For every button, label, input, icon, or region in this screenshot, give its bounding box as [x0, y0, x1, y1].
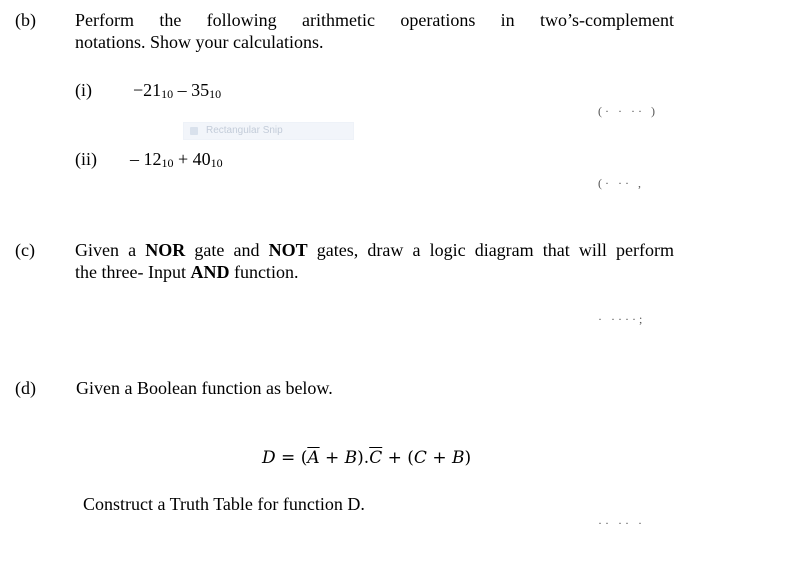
- operator: = (: [275, 448, 308, 468]
- score-marks-d: ·· ·· ·: [598, 516, 645, 530]
- text-segment: the three- Input: [75, 262, 191, 282]
- complemented-variable: $\overline{A}$: [307, 448, 320, 468]
- expression-term: – 35: [173, 80, 210, 100]
- score-marks-b-ii: (· ·· ,: [598, 176, 644, 190]
- text-segment: function.: [229, 262, 299, 282]
- boolean-function-formula: [262, 448, 471, 468]
- rectangular-snip-label: Rectangular Snip: [206, 125, 283, 136]
- question-b-line-2: notations. Show your calculations.: [75, 32, 324, 52]
- score-marks-b-i: (· · ·· ): [598, 104, 658, 118]
- base-subscript: 10: [161, 156, 174, 170]
- expression-term: – 12: [130, 149, 162, 169]
- question-c-line-1: [75, 239, 674, 261]
- operator: ): [464, 448, 472, 468]
- operator: +: [426, 448, 452, 468]
- base-subscript: 10: [209, 87, 222, 101]
- rectangular-snip-overlay: [183, 122, 354, 140]
- item-i-label: (i): [75, 80, 92, 100]
- base-subscript: 10: [210, 156, 223, 170]
- question-b-text: [75, 9, 674, 53]
- gate-keyword: NOR: [145, 240, 186, 260]
- variable: B: [344, 448, 358, 468]
- question-c-text: [75, 239, 674, 283]
- question-d-intro: Given a Boolean function as below.: [76, 378, 333, 398]
- text-segment: gates, draw a logic diagram that will perform: [307, 240, 675, 260]
- variable: D: [262, 448, 276, 468]
- complemented-variable: $\overline{C}$: [369, 448, 383, 468]
- item-ii-label: (ii): [75, 149, 97, 169]
- operator: +: [319, 448, 345, 468]
- question-c-label: (c): [15, 240, 35, 260]
- question-b-label: (b): [15, 10, 36, 30]
- question-c-line-2: [75, 262, 298, 282]
- question-b-line-1: Perform the following arithmetic operations in two’s-complement: [75, 10, 674, 30]
- variable: B: [452, 448, 465, 468]
- expression-term: −21: [133, 80, 162, 100]
- question-d-task: Construct a Truth Table for function D.: [83, 494, 365, 514]
- text-segment: Given a: [75, 240, 146, 260]
- snip-icon: [190, 127, 198, 135]
- operator: + (: [382, 448, 414, 468]
- score-marks-c: · ····;: [598, 312, 646, 326]
- text-segment: gate and: [185, 240, 269, 260]
- operator: ).: [357, 448, 370, 468]
- gate-keyword: NOT: [268, 240, 308, 260]
- expression-term: + 40: [173, 149, 211, 169]
- base-subscript: 10: [161, 87, 174, 101]
- gate-keyword: AND: [190, 262, 230, 282]
- item-ii-expression: [130, 148, 223, 172]
- question-d-label: (d): [15, 378, 36, 398]
- item-i-expression: [133, 79, 221, 103]
- variable: C: [413, 448, 427, 468]
